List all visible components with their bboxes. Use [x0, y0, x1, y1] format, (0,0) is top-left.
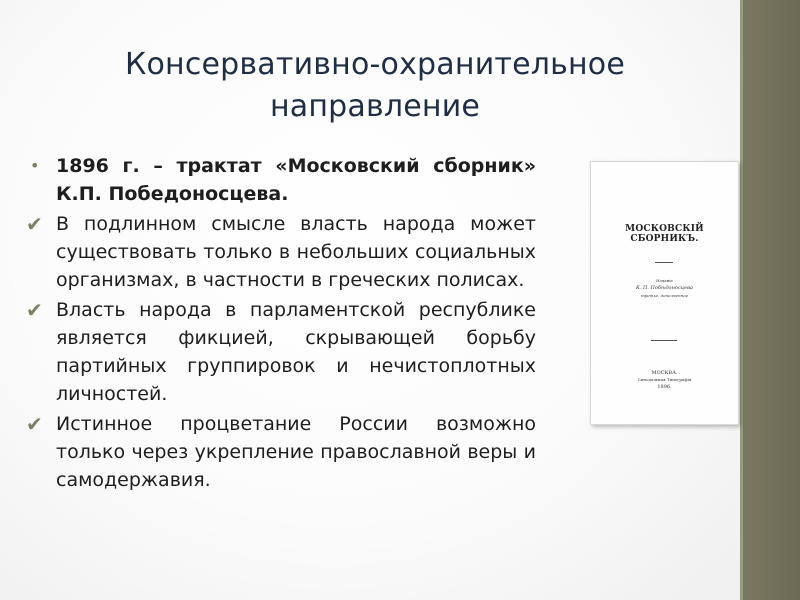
checkmark-icon: ✔: [26, 298, 43, 322]
book-edition-line-1: Изданіе: [656, 278, 673, 283]
book-rule: [651, 340, 677, 341]
book-cover-image: [590, 161, 739, 425]
title-line-1: Консервативно-охранительное: [124, 47, 626, 82]
book-printer: Синодальная Типографія: [637, 377, 692, 382]
side-bar: [740, 0, 800, 600]
side-bar-edge: [740, 0, 743, 600]
bullet-item-treatise: [30, 152, 536, 208]
check-text: Истинное процветание России возможно только через укрепление православной веры и самодержавия.: [56, 413, 536, 491]
bullet-text: 1896 г. – трактат «Московский сборник» К.П. Победоносцева.: [56, 155, 536, 205]
check-text: Власть народа в парламентской республике является фикцией, скрывающей борьбу партийных группировок и нечистоплотных личностей.: [56, 299, 536, 405]
check-item-prosperity: [26, 410, 536, 494]
checkmark-icon: ✔: [26, 412, 43, 436]
checkmark-icon: ✔: [26, 212, 43, 236]
book-rule: [655, 262, 673, 263]
check-text: В подлинном смысле власть народа может существовать только в небольших социальных организмах, в частности в греческих полисах.: [56, 213, 536, 291]
title-line-2: направление: [269, 89, 481, 124]
book-edition-line-3: третье, дополненное: [640, 293, 689, 298]
book-edition-line-2: К. П. Побѣдоносцева: [635, 285, 694, 291]
book-year: 1896.: [657, 384, 672, 390]
bullet-list: [26, 152, 536, 496]
check-item-parliament: [26, 296, 536, 408]
book-title: МОСКОВСКІЙ СБОРНИКЪ.: [625, 224, 704, 244]
slide-title: [30, 44, 720, 128]
bullet-dot-icon: •: [30, 156, 40, 175]
book-city: МОСКВА.: [651, 370, 678, 376]
check-item-people-power: [26, 210, 536, 294]
